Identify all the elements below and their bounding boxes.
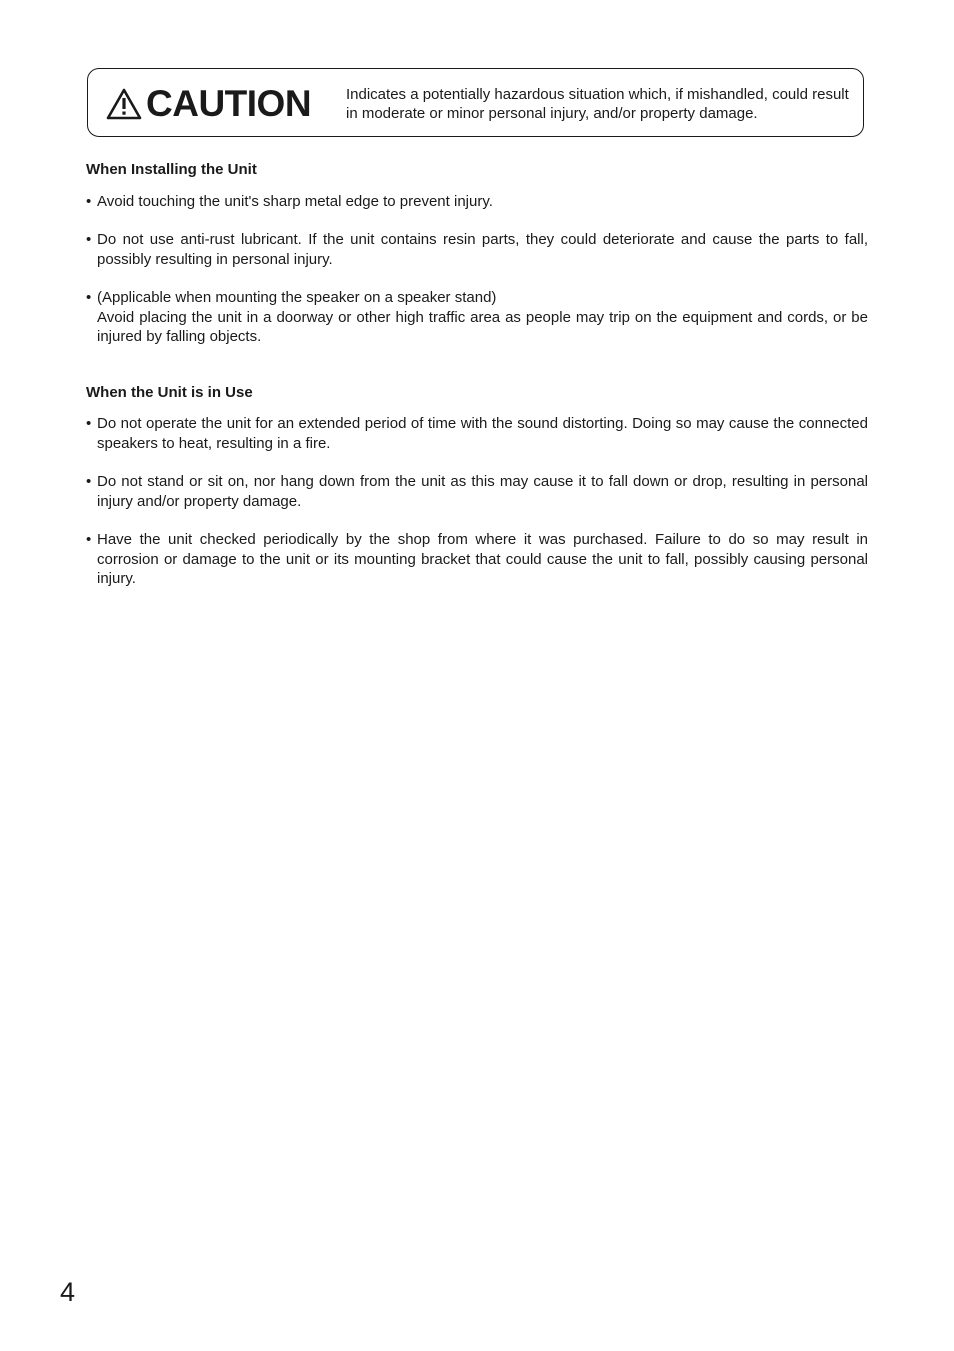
caution-heading [106, 69, 311, 138]
list-item [86, 414, 868, 453]
list-item [86, 472, 868, 511]
bullet-dot: • [86, 473, 92, 490]
bullet-text: Do not operate the unit for an extended period of time with the sound distorting. Doing so may cause the connected speakers to heat, resulting in a fire. [97, 415, 868, 452]
bullet-text: Have the unit checked periodically by the shop from where it was purchased. Failure to do so may result in corrosion or damage to the unit or its mounting bracket that could cause the unit to fall, possibly causing personal injury. [97, 531, 868, 587]
bullet-text: Avoid placing the unit in a doorway or other high traffic area as people may trip on the equipment and cords, or be injured by falling objects. [97, 308, 868, 345]
list-item [86, 530, 868, 589]
caution-title: CAUTION [146, 82, 312, 124]
bullet-text: Do not use anti-rust lubricant. If the unit contains resin parts, they could deteriorate and cause the parts to fall, possibly resulting in personal injury. [97, 231, 868, 268]
list-item [86, 192, 868, 212]
bullet-text: Do not stand or sit on, nor hang down from the unit as this may cause it to fall down or drop, resulting in personal injury and/or property damage. [97, 473, 868, 510]
bullet-dot: • [86, 531, 92, 548]
section-title-in-use: When the Unit is in Use [86, 383, 253, 401]
page-number: 4 [60, 1277, 76, 1307]
bullet-text: Avoid touching the unit's sharp metal edge to prevent injury. [97, 192, 493, 210]
list-item [86, 288, 868, 347]
bullet-text: (Applicable when mounting the speaker on a speaker stand) [97, 289, 497, 306]
bullet-dot: • [86, 231, 92, 248]
caution-description: Indicates a potentially hazardous situation which, if mishandled, could result in moderate or minor personal injury, and/or property damage. [346, 86, 849, 122]
section-title-installing: When Installing the Unit [86, 161, 257, 178]
safety-content [86, 160, 868, 608]
caution-box [87, 68, 864, 137]
bullet-dot: • [86, 415, 92, 432]
list-item [86, 230, 868, 269]
warning-triangle-icon [106, 88, 142, 120]
bullet-dot: • [86, 289, 92, 306]
bullet-dot: • [86, 192, 92, 210]
